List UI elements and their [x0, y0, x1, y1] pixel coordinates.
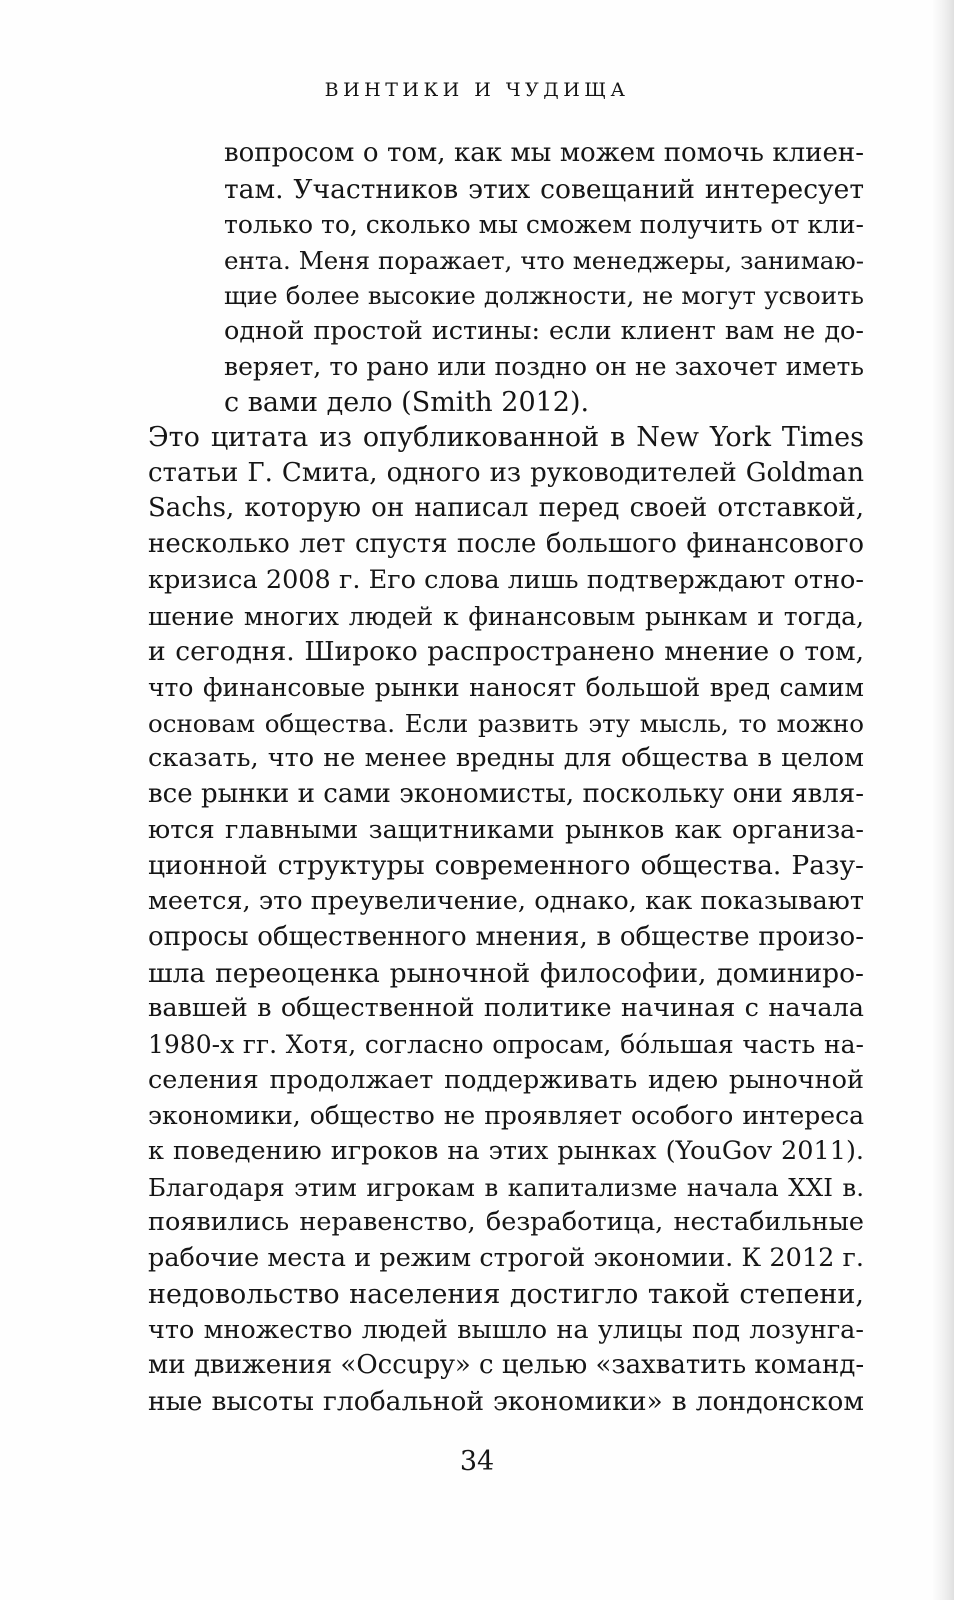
- body-paragraph: [148, 420, 864, 1420]
- body-line: сказать, что не менее вредны для общества в целом: [148, 743, 864, 774]
- body-line: Sachs, которую он написал перед своей отставкой,: [148, 493, 864, 524]
- body-line: Это цитата из опубликованной в New York Times: [148, 422, 864, 453]
- body-line: все рынки и сами экономисты, поскольку они явля-: [148, 779, 864, 810]
- body-line: основам общества. Если развить эту мысль, то можно: [148, 708, 864, 738]
- body-line: и сегодня. Широко распространено мнение о том,: [148, 636, 864, 668]
- body-line: ются главными защитниками рынков как организа-: [148, 814, 864, 845]
- body-line: меется, это преувеличение, однако, как показывают: [148, 886, 864, 917]
- quote-line: вопросом о том, как мы можем помочь клиен-: [224, 138, 864, 168]
- quote-line: только то, сколько мы сможем получить от кли-: [224, 210, 864, 239]
- body-line: ми движения «Occupy» с целью «захватить команд-: [148, 1350, 865, 1381]
- body-line: рабочие места и режим строгой экономии. К 2012 г.: [148, 1243, 864, 1274]
- block-quote: [224, 136, 864, 420]
- body-line: экономики, общество не проявляет особого интереса: [148, 1101, 864, 1131]
- body-line: что множество людей вышло на улицы под лозунга-: [148, 1314, 864, 1345]
- quote-line: ента. Меня поражает, что менеджеры, занимаю-: [224, 245, 864, 275]
- body-line: недовольство населения достигло такой степени,: [148, 1278, 864, 1310]
- body-line: ционной структуры современного общества. Разу-: [148, 850, 864, 882]
- body-line: шла переоценка рыночной философии, доминиро-: [148, 957, 864, 989]
- body-line: появились неравенство, безработица, нестабильные: [148, 1207, 864, 1238]
- body-line: статьи Г. Смита, одного из руководителей Goldman: [148, 457, 864, 488]
- body-line: кризиса 2008 г. Его слова лишь подтверждают отно-: [148, 564, 864, 595]
- body-line: вавшей в общественной политике начиная с начала: [148, 993, 864, 1024]
- quote-line: одной простой истины: если клиент вам не до-: [224, 315, 864, 346]
- quote-line: щие более высокие должности, не могут усвоить: [224, 281, 864, 310]
- body-line: несколько лет спустя после большого финансового: [148, 529, 864, 560]
- quote-line: с вами дело (Smith 2012).: [224, 386, 590, 418]
- body-line: ные высоты глобальной экономики» в лондонском: [148, 1385, 864, 1417]
- spine-shadow: [932, 0, 954, 1600]
- body-line: опросы общественного мнения, в обществе произо-: [148, 921, 864, 952]
- quote-line: там. Участников этих совещаний интересует: [224, 173, 864, 205]
- page-number: 34: [459, 1446, 495, 1477]
- body-line: Благодаря этим игрокам в капитализме начала XXI в.: [148, 1172, 864, 1202]
- body-line: шение многих людей к финансовым рынкам и тогда,: [148, 601, 864, 631]
- body-line: селения продолжает поддерживать идею рыночной: [148, 1064, 864, 1095]
- quote-line: веряет, то рано или поздно он не захочет иметь: [224, 352, 864, 381]
- running-head: ВИНТИКИ И ЧУДИЩА: [324, 79, 630, 101]
- body-line: что финансовые рынки наносят большой вред самим: [148, 672, 864, 702]
- body-line: к поведению игроков на этих рынках (YouGov 2011).: [148, 1136, 864, 1167]
- body-line: 1980-х гг. Хотя, согласно опросам, бóльшая часть на-: [148, 1029, 864, 1059]
